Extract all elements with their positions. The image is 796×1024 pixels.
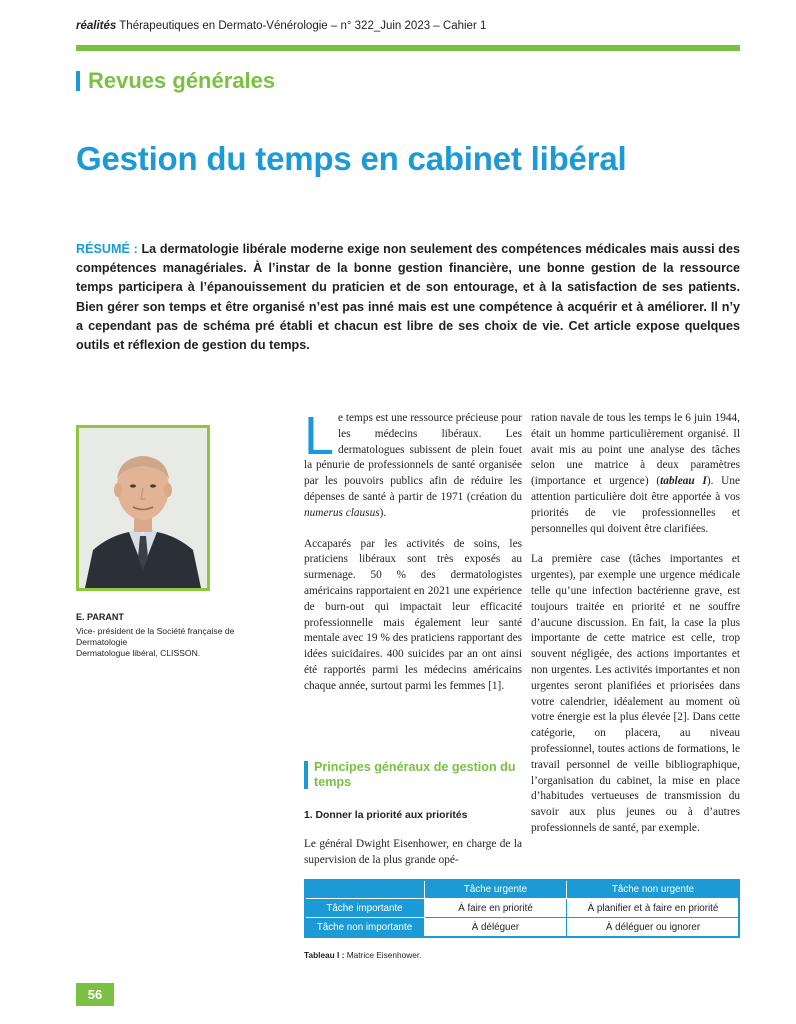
table-caption [304,950,421,960]
table-row-header: Tâche non importante [305,918,425,937]
table-row [305,918,740,937]
table-cell: À faire en priorité [425,899,567,918]
table-header-row [305,880,740,899]
paragraph-text: e temps est une ressource précieuse pour les médecins libéraux. Les dermatologues subissent de plein fouet la pénurie de professionnels de santé organisée par les pouvoirs publics afin de réduire les dépenses de santé à partir de 1971 (création du [304,412,522,503]
paragraph-text: ). [379,506,387,519]
section-marker [76,71,80,91]
author-portrait-image [79,428,207,588]
author-affiliation-2: Dermatologue libéral, CLISSON. [76,648,201,658]
eisenhower-table [304,879,740,937]
emphasis-text: numerus clausus [304,506,380,519]
journal-name: réalités [76,20,117,32]
section-label [76,68,275,94]
paragraph [304,406,522,522]
author-info [76,612,266,659]
table-row [305,899,740,918]
paragraph: Le général Dwight Eisenhower, en charge de la supervision de la plus grande opé- [304,838,522,866]
table-column-header: Tâche non urgente [567,880,740,899]
subsection-heading: Principes généraux de gestion du temps [304,760,522,790]
table-column-header: Tâche urgente [425,880,567,899]
paragraph [531,411,740,537]
table-cell: À planifier et à faire en priorité [567,899,740,918]
paragraph: La première case (tâches importantes et urgentes), par exemple une urgence médicale telle qu’une infection bactérienne grave, est toujours traitée en priorité et ne souffre d’aucune discussion. En fait, la case la plus importante de cette matrice est celle, trop souvent négligée, des actions importantes et non urgentes. Les activités importantes et non urgentes seront planifiées et priorisées dans votre calendrier, idéalement au moment où votre énergie est la plus élevée [2]. Dans cette catégorie, on placera, au niveau professionnel, toutes actions de formations, le travail personnel de veille bibliographique, l’organisation du cabinet, la mise en place d’habitudes vertueuses de transmission du savoir aux plus jeunes ou à d’autres professionnels de santé, par exemple. [531,553,740,834]
abstract-text: La dermatologie libérale moderne exige non seulement des compétences médicales mais aussi des compétences managériales. À l’instar de la bonne gestion financière, une bonne gestion de la ressource temps participera à l’épanouissement du praticien et de son entourage, et à la satisfaction de ses patients. Bien gérer son temps et être organisé n’est pas inné mais est une compétence à acquérir et à améliorer. Il n’y a cependant pas de schéma pré établi et chacun est libre de ses choix de vie. Cet article expose quelques outils et réflexion de gestion du temps. [76,242,740,353]
paragraph-text: ). Une attention particulière doit être apportée à vos priorités de vie professionnelles et personnelles qui doivent être clarifiées. [531,475,740,535]
abstract-label: RÉSUMÉ : [76,242,138,256]
section-label-text: Revues générales [88,68,276,93]
author-photo [76,425,210,591]
emphasis-text: tableau I [660,475,707,488]
author-affiliation-1: Vice- président de la Société française de Dermatologie [76,626,235,647]
drop-cap: L [304,406,335,466]
article-title: Gestion du temps en cabinet libéral [76,140,627,177]
body-column-1-continued [304,837,522,884]
body-column-2 [531,411,740,852]
table-row-header: Tâche importante [305,899,425,918]
caption-text: Matrice Eisenhower. [344,950,422,960]
body-column-1 [304,406,522,710]
header-rule [76,45,740,51]
caption-label: Tableau I : [304,950,345,960]
table-corner-cell [305,880,425,899]
abstract [76,240,740,355]
table-cell: À déléguer [425,918,567,937]
author-name: E. PARANT [76,612,124,622]
sub-subsection-heading: 1. Donner la priorité aux priorités [304,810,468,821]
paragraph-text: ration navale de tous les temps le 6 juin 1944, était un homme particulièrement organisé. Il avait mis au point une analyse des tâches selon une matrice à deux paramètres (importance et urgence) ( [531,412,740,488]
issue-info: Thérapeutiques en Dermato-Vénérologie – n° 322_Juin 2023 – Cahier 1 [116,20,487,32]
page-number: 56 [76,983,114,1006]
running-header [76,20,486,32]
paragraph: Accaparés par les activités de soins, les praticiens libéraux sont très exposés au surmenage. 50 % des dermatologistes américains rapportaient en 2021 une expérience de burn-out qui impactait leur efficacité professionnelle mais également leur santé mentale avec 19 % des praticiens rapportant des idées suicidaires. 400 suicides par an ont ainsi été rapportés parmi les médecins américains chaque année, surtout parmi les femmes [1]. [304,537,522,692]
table-cell: À déléguer ou ignorer [567,918,740,937]
